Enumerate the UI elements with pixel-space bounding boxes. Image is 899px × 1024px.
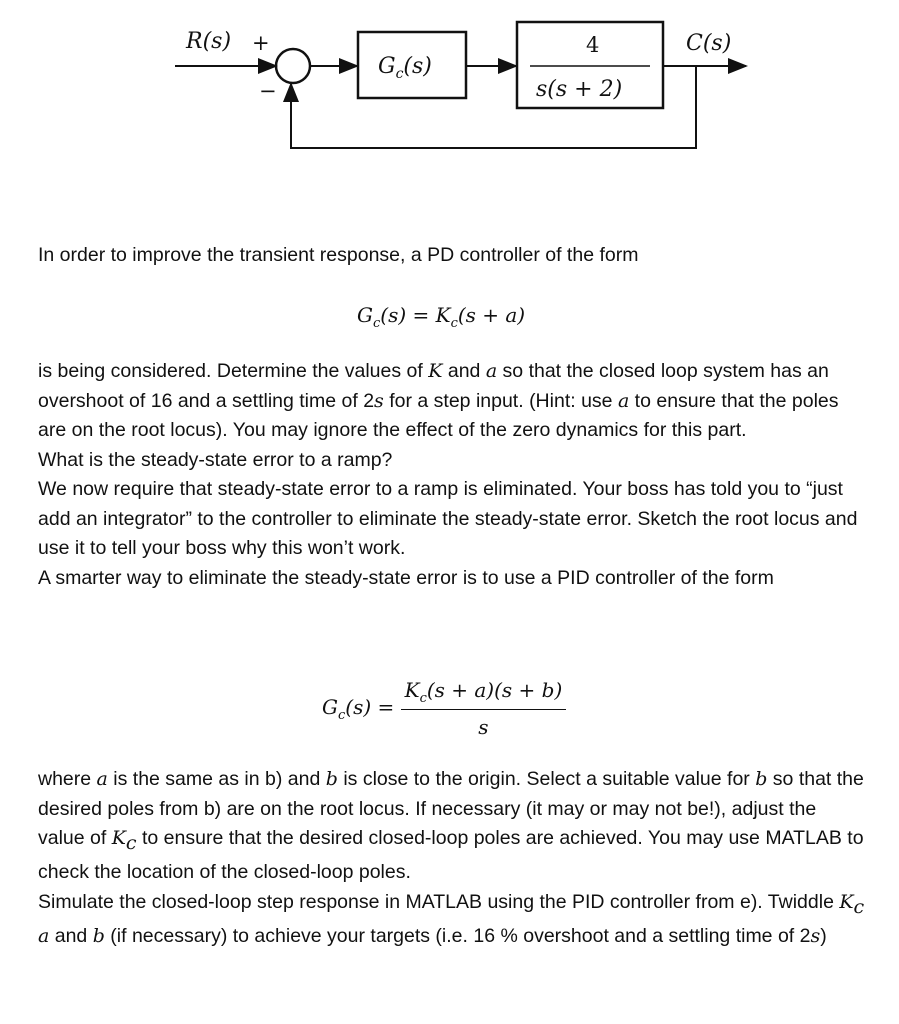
intro-text: In order to improve the transient response, a PD controller of the form (38, 244, 639, 266)
pid-controller-equation: $G_c(s)$ = $\frac{K_c(s + a)(s + b)}{s}$ (322, 678, 566, 739)
controller-label: $G_c(s)$ (378, 54, 432, 82)
paragraph-pid-intro: A smarter way to eliminate the steady-state error is to use a PID controller of the form (38, 566, 774, 589)
output-label: C(s) (686, 31, 732, 56)
plus-sign: + (252, 31, 270, 55)
minus-sign: − (259, 79, 277, 103)
paragraph-pid-design: where a is the same as in b) and b is close to the origin. Select a suitable value for b so that the desired poles from b) are on the root locus. If necessary (it may or may not be!), adjust the value of $K_c$ to ensure that the desired closed-loop poles are achieved. You may use MATLAB to check the location of the closed-loop poles. (38, 768, 864, 884)
question-body-continued (38, 765, 868, 952)
pid-fraction: $\frac{K_c(s + a)(s + b)}{s}$ (401, 678, 567, 739)
plant-numerator: 4 (586, 33, 600, 57)
block-diagram (0, 0, 899, 170)
paragraph-ramp-question: What is the steady-state error to a ramp? (38, 448, 393, 471)
summing-junction (276, 49, 310, 83)
pd-controller-equation: $G_c(s) = K_c(s + a)$ (357, 303, 526, 331)
paragraph-pd-design: is being considered. Determine the values of K and a so that the closed loop system has an overshoot of 16 and a settling time of 2s for a step input. (Hint: use a to ensure that the poles are on the root locus). You may ignore the effect of the zero dynamics for this part. (38, 360, 839, 441)
paragraph-simulate: Simulate the closed-loop step response in MATLAB using the PID controller from e). Twiddle $K_c$ a and b (if necessary) to achieve your targets (i.e. 16 % overshoot and a settling time of 2s) (38, 890, 865, 948)
question-body (38, 357, 868, 593)
input-label: R(s) (186, 29, 232, 54)
plant-denominator: s(s + 2) (536, 77, 623, 102)
paragraph-integrator: We now require that steady-state error to a ramp is eliminated. Your boss has told you to “just add an integrator” to the controller to eliminate the steady-state error. Sketch the root locus and use it to tell your boss why this won’t work. (38, 478, 858, 559)
